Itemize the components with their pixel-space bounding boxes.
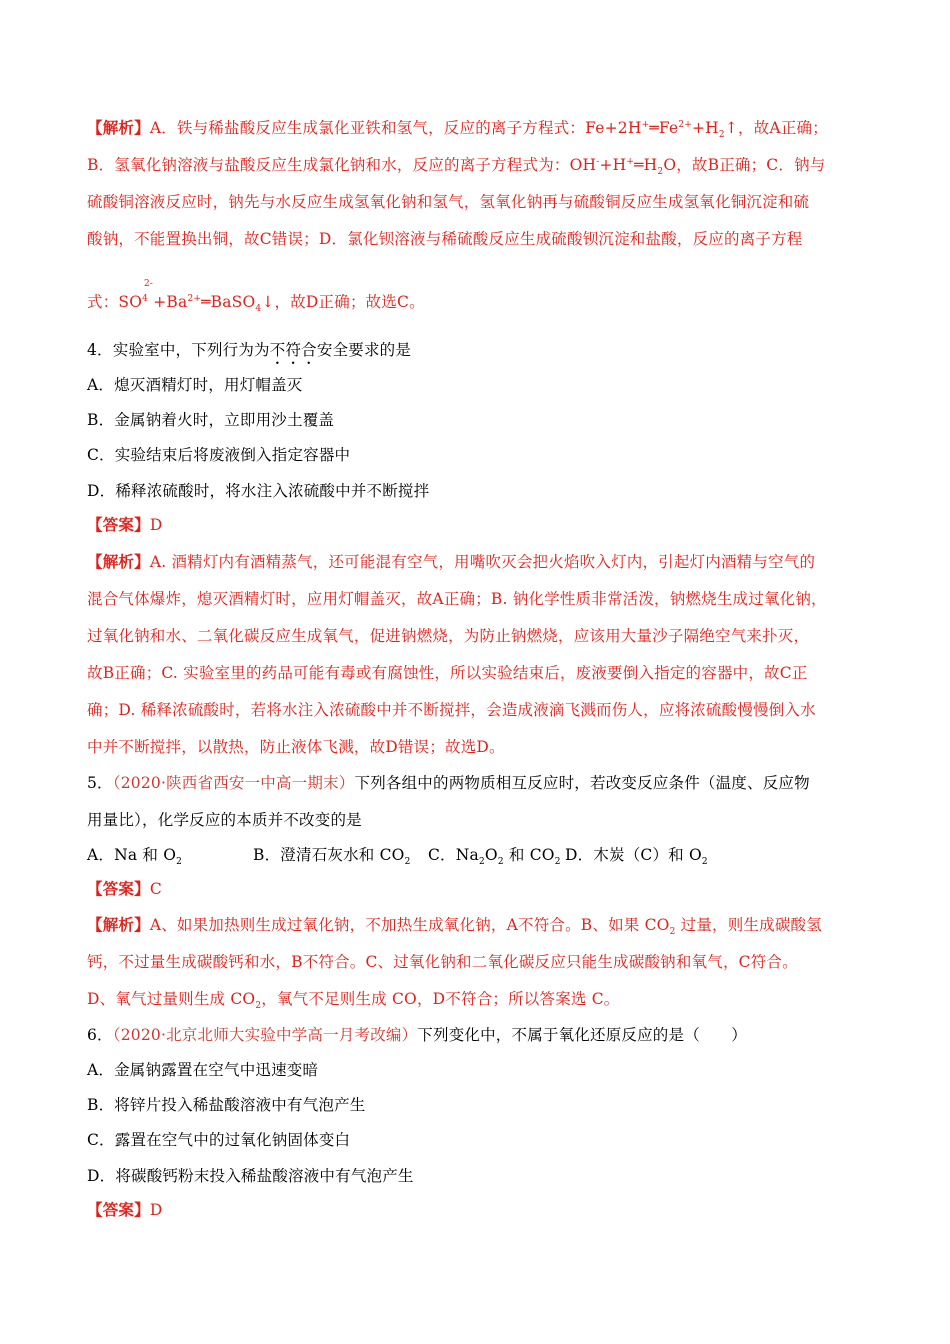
q6-stem: 6．（2020·北京北师大实验中学高一月考改编）下列变化中，不属于氧化还原反应的是（ ） bbox=[87, 1026, 747, 1044]
q5-analysis-line-2: 钙，不过量生成碳酸钙和水，B不符合。C、过氧化钠和二氧化碳反应只能生成碳酸钠和氧气，C符合。 bbox=[87, 953, 798, 971]
q5-analysis-line-1: 【解析】A、如果加热则生成过氧化钠，不加热生成氧化钠，A不符合。B、如果 $CO_2$ 过量，则生成碳酸氢 bbox=[87, 915, 822, 938]
source-tag: （2020·北京北师大实验中学高一月考改编） bbox=[112, 1026, 418, 1044]
q4-option-d: D．稀释浓硫酸时，将水注入浓硫酸中并不断搅拌 bbox=[87, 482, 430, 500]
q5-stem-line-2: 用量比），化学反应的本质并不改变的是 bbox=[87, 811, 362, 829]
q4-answer: 【答案】D bbox=[87, 515, 163, 534]
q3-analysis-line-2: B．氢氧化钠溶液与盐酸反应生成氯化钠和水，反应的离子方程式为：$OH^-+H^+═H_2O$，故B正确；C．钠与 bbox=[87, 156, 826, 178]
q5-analysis-line-3: D、氧气过量则生成 $CO_2$，氧气不足则生成 CO，D不符合；所以答案选 C。 bbox=[87, 990, 620, 1012]
q4-analysis-line-3: 过氧化钠和水、二氧化碳反应生成氧气，促进钠燃烧，为防止钠燃烧，应该用大量沙子隔绝空气来扑灭， bbox=[87, 627, 810, 645]
q6-option-d: D．将碳酸钙粉末投入稀盐酸溶液中有气泡产生 bbox=[87, 1167, 414, 1185]
q4-option-a: A．熄灭酒精灯时，用灯帽盖灭 bbox=[87, 376, 303, 394]
answer-tag: 【答案】 bbox=[87, 515, 150, 534]
q3-analysis-line-5: 式：$SO^4$ $+Ba^{2+}═BaSO_4↓$，故D正确；故选C。 bbox=[87, 293, 425, 315]
q4-analysis-line-2: 混合气体爆炸，熄灭酒精灯时，应用灯帽盖灭，故A正确；B. 钠化学性质非常活泼，钠燃烧生成过氧化钠， bbox=[87, 590, 827, 608]
q4-analysis-line-5: 确；D. 稀释浓硫酸时，若将水注入浓硫酸中并不断搅拌，会造成液滴飞溅而伤人，应将浓硫酸慢慢倒入水 bbox=[87, 701, 816, 719]
q4-analysis-line-4: 故B正确；C. 实验室里的药品可能有毒或有腐蚀性，所以实验结束后，废液要倒入指定的容器中，故C正 bbox=[87, 664, 808, 682]
q6-option-b: B．将锌片投入稀盐酸溶液中有气泡产生 bbox=[87, 1096, 366, 1114]
q4-analysis-line-1: 【解析】A. 酒精灯内有酒精蒸气，还可能混有空气，用嘴吹灭会把火焰吹入灯内，引起灯内酒精与空气的 bbox=[87, 552, 816, 571]
q4-option-c: C．实验结束后将废液倒入指定容器中 bbox=[87, 446, 351, 464]
q5-option-a: A．Na 和 $O_2$ bbox=[87, 846, 183, 868]
emphasis-text: 不符合 bbox=[269, 341, 317, 359]
q3-analysis-line-4: 酸钠，不能置换出铜，故C错误；D．氯化钡溶液与稀硫酸反应生成硫酸钡沉淀和盐酸，反应的离子方程 bbox=[87, 230, 803, 248]
q4-stem: 4．实验室中，下列行为为不符合安全要求的是 bbox=[87, 341, 412, 359]
analysis-tag: 【解析】 bbox=[87, 915, 150, 934]
analysis-tag: 【解析】 bbox=[87, 552, 150, 571]
q4-analysis-line-6: 中并不断搅拌，以散热，防止液体飞溅，故D错误；故选D。 bbox=[87, 738, 505, 756]
answer-tag: 【答案】 bbox=[87, 879, 150, 898]
q5-option-b: B．澄清石灰水和 $CO_2$ bbox=[253, 846, 411, 868]
q5-option-c: C．$Na_2O_2$ 和 $CO_2$ bbox=[428, 846, 561, 868]
q6-answer: 【答案】D bbox=[87, 1200, 163, 1219]
sulfate-charge: 2- bbox=[144, 279, 153, 289]
source-tag: （2020·陕西省西安一中高一期末） bbox=[112, 774, 355, 792]
q6-option-c: C．露置在空气中的过氧化钠固体变白 bbox=[87, 1131, 351, 1149]
q4-option-b: B．金属钠着火时，立即用沙土覆盖 bbox=[87, 411, 335, 429]
q5-stem-line-1: 5．（2020·陕西省西安一中高一期末）下列各组中的两物质相互反应时，若改变反应条件（温度、反应物 bbox=[87, 774, 810, 792]
q5-option-d: D．木炭（C）和 $O_2$ bbox=[565, 846, 708, 868]
q6-option-a: A．金属钠露置在空气中迅速变暗 bbox=[87, 1061, 319, 1079]
q5-answer: 【答案】C bbox=[87, 879, 162, 898]
q3-analysis-line-3: 硫酸铜溶液反应时，钠先与水反应生成氢氧化钠和氢气，氢氧化钠再与硫酸铜反应生成氢氧化铜沉淀和硫 bbox=[87, 193, 810, 211]
q5-options bbox=[87, 845, 708, 868]
q3-analysis-line-1: 【解析】A．铁与稀盐酸反应生成氯化亚铁和氢气，反应的离子方程式：$Fe+2H^+═Fe^{2+}+H_2↑$，故A正确； bbox=[87, 118, 828, 141]
answer-tag: 【答案】 bbox=[87, 1200, 150, 1219]
analysis-tag: 【解析】 bbox=[87, 118, 150, 137]
